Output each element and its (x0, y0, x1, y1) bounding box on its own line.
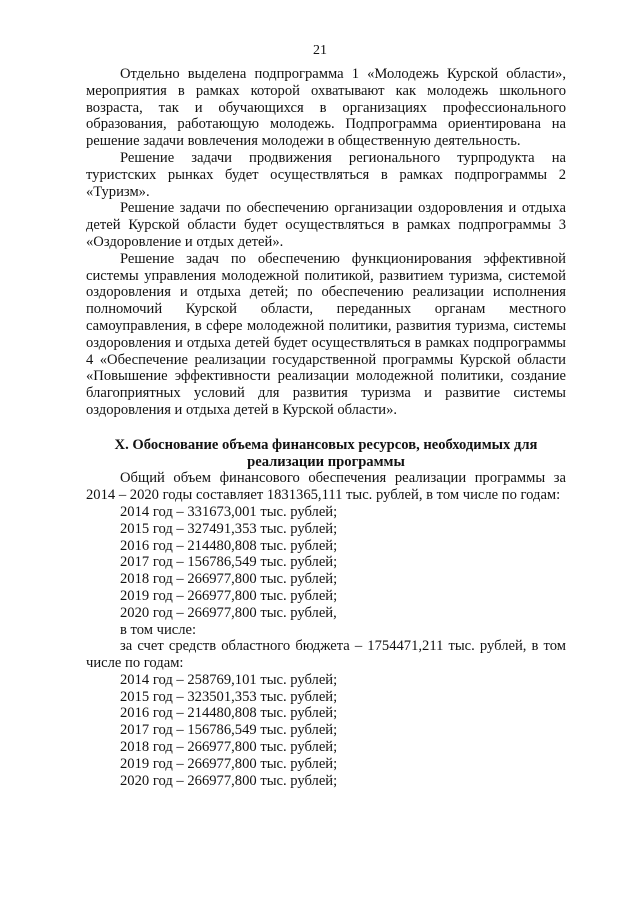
list-item: 2020 год – 266977,800 тыс. рублей, (120, 604, 337, 621)
list-item: 2019 год – 266977,800 тыс. рублей; (120, 587, 338, 604)
paragraph-regional-budget: за счет средств областного бюджета – 1754471,211 тыс. рублей, в том числе по годам: (86, 638, 566, 672)
list-item: 2017 год – 156786,549 тыс. рублей; (120, 722, 338, 739)
regional-funding-by-year-list (86, 672, 566, 790)
paragraph-subprogram-4: Решение задач по обеспечению функционирования эффективной системы управления молодежной политикой, развитием туризма, системой оздоровления и отдыха детей; по обеспечению реализации исполнения полномочий Курской области, переданных органам местного самоуправления, в сфере молодежной политики, развития туризма, системы оздоровления и отдыха детей будет осуществляться в рамках подпрограммы 4 «Обеспечение реализации государственной программы Курской области «Повышение эффективности реализации молодежной политики, создание благоприятных условий для развития туризма и развитие системы оздоровления и отдыха детей в Курской области». (86, 250, 566, 418)
list-item: 2016 год – 214480,808 тыс. рублей; (120, 537, 338, 554)
list-item: 2018 год – 266977,800 тыс. рублей; (120, 739, 338, 756)
paragraph-subprogram-2: Решение задачи продвижения регионального турпродукта на туристских рынках будет осуществляться в рамках подпрограммы 2 «Туризм». (86, 149, 566, 200)
list-item: 2015 год – 323501,353 тыс. рублей; (120, 688, 338, 705)
document-body (86, 66, 566, 789)
list-item: 2014 год – 258769,101 тыс. рублей; (120, 671, 338, 688)
list-item: 2020 год – 266977,800 тыс. рублей; (120, 772, 338, 789)
paragraph-subprogram-3: Решение задачи по обеспечению организации оздоровления и отдыха детей Курской области будет осуществляться в рамках подпрограммы 3 «Оздоровление и отдых детей». (86, 200, 566, 250)
list-item: 2016 год – 214480,808 тыс. рублей; (120, 705, 338, 722)
including-label: в том числе: (120, 621, 197, 638)
paragraph-subprogram-1: Отдельно выделена подпрограмма 1 «Молодежь Курской области», мероприятия в рамках которой охватывают как молодежь школьного возраста, так и обучающихся в организациях профессионального образования, работающую молодежь. Подпрограмма ориентирована на решение задачи вовлечения молодежи в общественную деятельность. (86, 66, 566, 150)
list-item: 2014 год – 331673,001 тыс. рублей; (120, 503, 338, 520)
list-item: 2019 год – 266977,800 тыс. рублей; (120, 755, 338, 772)
list-item: 2018 год – 266977,800 тыс. рублей; (120, 571, 338, 588)
list-item: 2015 год – 327491,353 тыс. рублей; (120, 520, 338, 537)
total-funding-by-year-list (86, 504, 566, 622)
page-number: 21 (313, 43, 327, 58)
paragraph-total-funding: Общий объем финансового обеспечения реализации программы за 2014 – 2020 годы составляет 1831365,111 тыс. рублей, в том числе по годам: (86, 470, 566, 504)
list-item: 2017 год – 156786,549 тыс. рублей; (120, 554, 338, 571)
section-heading: X. Обоснование объема финансовых ресурсов, необходимых для реализации программы (114, 436, 538, 470)
